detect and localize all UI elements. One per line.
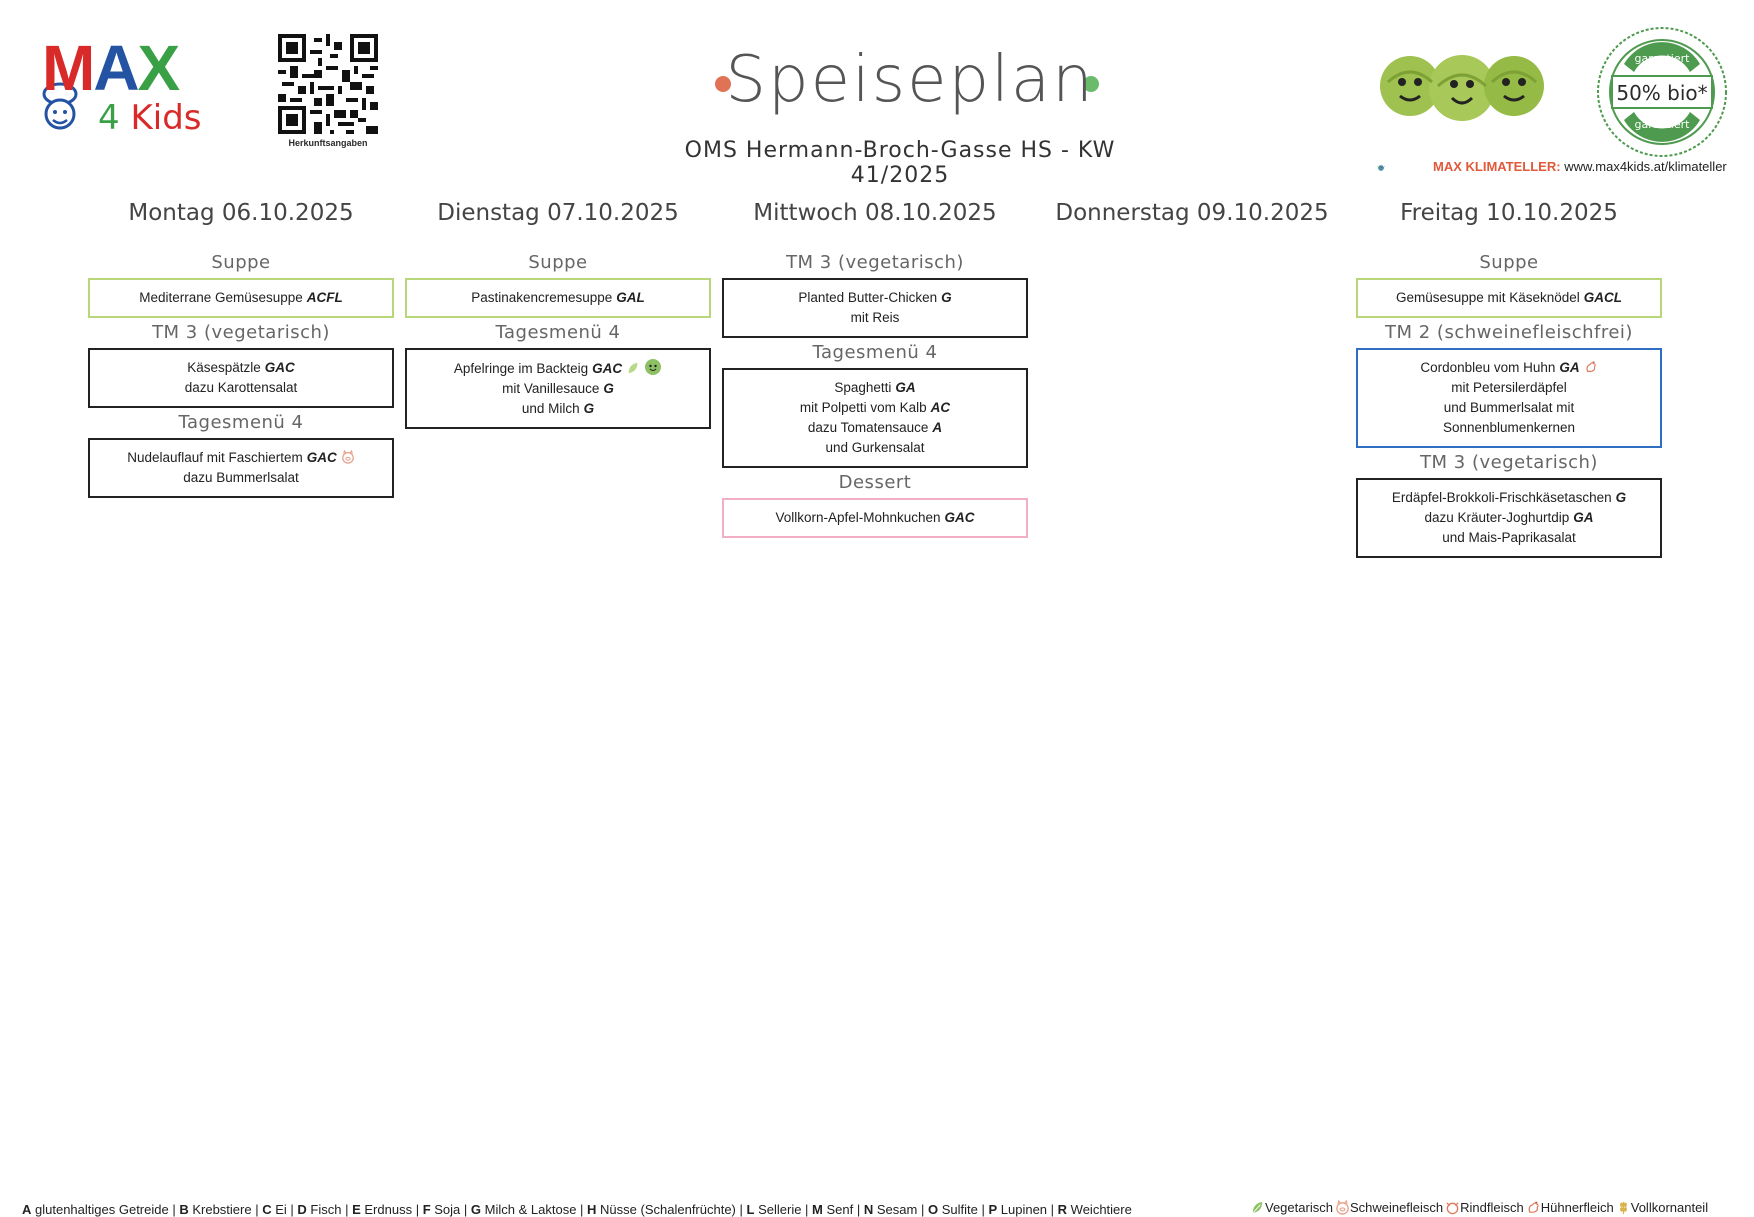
dish-box — [88, 438, 394, 498]
icon-legend-label: Hühnerfleich — [1540, 1200, 1614, 1215]
icon-legend-label: Vegetarisch — [1265, 1200, 1333, 1215]
dish-text: dazu Kräuter-Joghurtdip — [1424, 510, 1570, 525]
allergen-legend-item — [22, 1202, 169, 1217]
allergen-codes: GAC — [944, 510, 975, 525]
day-column — [88, 196, 394, 498]
dish-box — [1356, 478, 1662, 558]
allergen-legend-item — [179, 1202, 251, 1217]
icon-legend-label: Rindfleisch — [1460, 1200, 1524, 1215]
day-column — [1039, 196, 1345, 248]
dish-line — [1366, 288, 1652, 308]
legend-separator: | — [286, 1202, 298, 1217]
legend-separator: | — [1047, 1202, 1058, 1217]
bio-top-label: garantiert — [1634, 52, 1690, 65]
allergen-codes: G — [1615, 490, 1627, 505]
dish-text: und Bummerlsalat mit — [1443, 400, 1575, 415]
dish-text: mit Petersilerdäpfel — [1451, 380, 1567, 395]
dish-text: Planted Butter-Chicken — [798, 290, 938, 305]
allergen-code: G — [470, 1202, 482, 1217]
dish-box — [405, 278, 711, 318]
allergen-code: L — [746, 1202, 755, 1217]
title-wrap — [680, 40, 1140, 120]
dish-text: und Gurkensalat — [825, 440, 925, 455]
icon-legend-label: Vollkornanteil — [1630, 1200, 1709, 1215]
qr-caption: Herkunftsangaben — [288, 138, 368, 148]
dish-text: Käsespätzle — [187, 360, 261, 375]
bio-guarantee-badge — [1594, 24, 1730, 160]
allergen-codes: G — [603, 381, 614, 396]
dish-text: dazu Bummerlsalat — [183, 470, 299, 485]
section-label: Tagesmenü 4 — [495, 322, 621, 343]
allergen-legend-item — [471, 1202, 577, 1217]
dish-text: Sonnenblumenkernen — [1442, 420, 1576, 435]
leaf-vegetarian-icon — [626, 361, 640, 375]
legend-separator: | — [460, 1202, 471, 1217]
dish-text: Spaghetti — [834, 380, 892, 395]
klimateller-label: MAX KLIMATELLER: — [1433, 159, 1561, 174]
dish-line — [98, 358, 384, 378]
allergen-legend-item — [864, 1202, 917, 1217]
legend-separator: | — [576, 1202, 588, 1217]
allergen-name: Fisch — [310, 1202, 342, 1217]
dish-line — [1366, 528, 1652, 548]
allergen-legend-item — [1058, 1202, 1132, 1217]
dish-text: Apfelringe im Backteig — [453, 361, 589, 376]
icon-legend-item — [1526, 1200, 1614, 1215]
dish-line — [732, 418, 1018, 438]
cow-icon — [1445, 1200, 1460, 1215]
dish-line — [1366, 358, 1652, 378]
legend-separator: | — [917, 1202, 928, 1217]
dish-line — [1366, 508, 1652, 528]
allergen-name: Lupinen — [1000, 1202, 1048, 1217]
dish-box — [722, 368, 1028, 468]
allergen-legend-item — [988, 1202, 1047, 1217]
day-heading: Donnerstag 09.10.2025 — [1055, 200, 1329, 226]
dish-text: Pastinakencremesuppe — [471, 290, 613, 305]
allergen-codes: GA — [895, 380, 916, 395]
dish-text: mit Reis — [850, 310, 900, 325]
allergen-code: M — [812, 1202, 823, 1217]
legend-separator: | — [853, 1202, 864, 1217]
allergen-name: Sesam — [876, 1202, 918, 1217]
allergen-codes: ACFL — [306, 290, 343, 305]
allergen-legend-item — [747, 1202, 802, 1217]
allergen-codes: GA — [1559, 360, 1580, 375]
allergen-name: Weichtiere — [1070, 1202, 1132, 1217]
logo-max-text: MAX — [42, 32, 179, 104]
allergen-legend-item — [423, 1202, 461, 1217]
allergen-legend-item — [812, 1202, 853, 1217]
dish-text: und Mais-Paprikasalat — [1442, 530, 1576, 545]
dish-line — [732, 508, 1018, 528]
sprout-mascot-icon — [644, 358, 662, 376]
brussels-sprouts-mascots-icon — [1378, 42, 1548, 124]
allergen-name: Sulfite — [941, 1202, 978, 1217]
dish-box — [405, 348, 711, 429]
icon-legend-item — [1445, 1200, 1524, 1215]
allergen-code: O — [927, 1202, 939, 1217]
dish-text: Gemüsesuppe mit Käseknödel — [1395, 290, 1580, 305]
allergen-code: C — [262, 1202, 272, 1217]
dish-line — [415, 379, 701, 399]
allergen-name: Nüsse (Schalenfrüchte) — [600, 1202, 736, 1217]
legend-separator: | — [412, 1202, 423, 1217]
dish-line — [98, 448, 384, 468]
dish-line — [415, 358, 701, 379]
allergen-legend-item — [352, 1202, 412, 1217]
allergen-name: Erdnuss — [364, 1202, 413, 1217]
allergen-codes: GACL — [1583, 290, 1623, 305]
section-label: Suppe — [1479, 252, 1539, 273]
dish-box — [88, 278, 394, 318]
legend-separator: | — [977, 1202, 989, 1217]
dish-text: mit Vanillesauce — [502, 381, 600, 396]
chicken-icon — [1584, 360, 1598, 374]
dish-text: dazu Tomatensauce — [807, 420, 929, 435]
legend-separator: | — [251, 1202, 263, 1217]
dish-line — [415, 399, 701, 419]
allergen-name: Milch & Laktose — [484, 1202, 577, 1217]
allergen-legend — [22, 1202, 1132, 1217]
logo-kids-text: 4 Kids — [98, 98, 202, 138]
allergen-legend-item — [297, 1202, 341, 1217]
allergen-codes: G — [583, 401, 595, 416]
icon-legend-item — [1250, 1200, 1333, 1215]
allergen-name: Krebstiere — [192, 1202, 252, 1217]
legend-separator: | — [801, 1202, 813, 1217]
section-label: Tagesmenü 4 — [812, 342, 938, 363]
dish-line — [732, 398, 1018, 418]
page-title: Speiseplan — [725, 43, 1095, 117]
allergen-code: R — [1057, 1202, 1068, 1217]
icon-legend-item — [1335, 1200, 1443, 1215]
allergen-name: Ei — [275, 1202, 287, 1217]
bio-main-label: 50% bio* — [1616, 81, 1708, 105]
day-column — [405, 196, 711, 429]
dish-box — [722, 278, 1028, 338]
klimateller-info — [1433, 159, 1727, 174]
dish-box — [88, 348, 394, 408]
dish-box — [722, 498, 1028, 538]
allergen-codes: G — [941, 290, 952, 305]
leaf-vegetarian-icon — [1250, 1200, 1265, 1215]
icon-legend-item — [1616, 1200, 1708, 1215]
allergen-codes: GA — [1573, 510, 1594, 525]
allergen-legend-item — [262, 1202, 287, 1217]
allergen-code: A — [22, 1202, 32, 1217]
section-label: TM 3 (vegetarisch) — [786, 252, 964, 273]
dish-line — [1366, 418, 1652, 438]
allergen-codes: AC — [930, 400, 951, 415]
klimateller-globe-icon — [1376, 148, 1436, 188]
klimateller-url[interactable]: www.max4kids.at/klimateller — [1564, 159, 1727, 174]
wheat-icon — [1616, 1200, 1631, 1215]
section-label: Dessert — [838, 472, 912, 493]
allergen-codes: A — [932, 420, 943, 435]
allergen-code: D — [297, 1202, 307, 1217]
allergen-codes: GAC — [592, 361, 623, 376]
dish-line — [98, 468, 384, 488]
dish-text: dazu Karottensalat — [184, 380, 298, 395]
dish-box — [1356, 278, 1662, 318]
dish-text: und Milch — [521, 401, 580, 416]
legend-separator: | — [168, 1202, 180, 1217]
dish-text: Cordonbleu vom Huhn — [1420, 360, 1556, 375]
legend-separator: | — [735, 1202, 747, 1217]
dish-text: Vollkorn-Apfel-Mohnkuchen — [775, 510, 941, 525]
allergen-code: E — [352, 1202, 361, 1217]
allergen-code: H — [587, 1202, 597, 1217]
qr-code-icon[interactable] — [278, 34, 378, 134]
pig-icon — [341, 450, 355, 464]
day-heading: Freitag 10.10.2025 — [1400, 200, 1618, 226]
allergen-name: glutenhaltiges Getreide — [35, 1202, 169, 1217]
day-column — [1356, 196, 1662, 558]
dish-text: Mediterrane Gemüsesuppe — [139, 290, 303, 305]
dish-text: Erdäpfel-Brokkoli-Frischkäsetaschen — [1391, 490, 1612, 505]
allergen-code: N — [863, 1202, 874, 1217]
icon-legend-label: Schweinefleisch — [1349, 1200, 1444, 1215]
section-label: TM 2 (schweinefleischfrei) — [1385, 322, 1633, 343]
allergen-legend-item — [928, 1202, 978, 1217]
allergen-name: Soja — [434, 1202, 461, 1217]
dish-line — [98, 288, 384, 308]
dish-text: Nudelauflauf mit Faschiertem — [127, 450, 303, 465]
section-label: Suppe — [528, 252, 588, 273]
max4kids-logo — [38, 32, 218, 142]
page-subtitle: OMS Hermann-Broch-Gasse HS - KW 41/2025 — [684, 138, 1116, 188]
allergen-codes: GAC — [306, 450, 337, 465]
section-label: TM 3 (vegetarisch) — [1420, 452, 1598, 473]
pig-icon — [1335, 1200, 1350, 1215]
dish-line — [1366, 488, 1652, 508]
allergen-codes: GAC — [264, 360, 295, 375]
dish-text: mit Polpetti vom Kalb — [799, 400, 927, 415]
dish-line — [98, 378, 384, 398]
allergen-name: Senf — [826, 1202, 854, 1217]
dish-line — [732, 308, 1018, 328]
legend-separator: | — [341, 1202, 353, 1217]
day-heading: Dienstag 07.10.2025 — [437, 200, 679, 226]
icon-legend — [1250, 1200, 1710, 1215]
chicken-icon — [1526, 1200, 1541, 1215]
bio-bottom-label: garantiert — [1634, 118, 1690, 131]
dish-line — [732, 438, 1018, 458]
day-column — [722, 196, 1028, 538]
allergen-codes: GAL — [616, 290, 645, 305]
allergen-code: B — [179, 1202, 189, 1217]
day-heading: Montag 06.10.2025 — [128, 200, 354, 226]
section-label: Suppe — [211, 252, 271, 273]
day-heading: Mittwoch 08.10.2025 — [753, 200, 997, 226]
allergen-name: Sellerie — [758, 1202, 802, 1217]
dish-line — [415, 288, 701, 308]
section-label: Tagesmenü 4 — [178, 412, 304, 433]
dish-line — [1366, 378, 1652, 398]
dish-box — [1356, 348, 1662, 448]
dish-line — [732, 378, 1018, 398]
allergen-code: F — [422, 1202, 431, 1217]
dish-line — [732, 288, 1018, 308]
dish-line — [1366, 398, 1652, 418]
section-label: TM 3 (vegetarisch) — [152, 322, 330, 343]
allergen-legend-item — [587, 1202, 736, 1217]
allergen-code: P — [988, 1202, 998, 1217]
